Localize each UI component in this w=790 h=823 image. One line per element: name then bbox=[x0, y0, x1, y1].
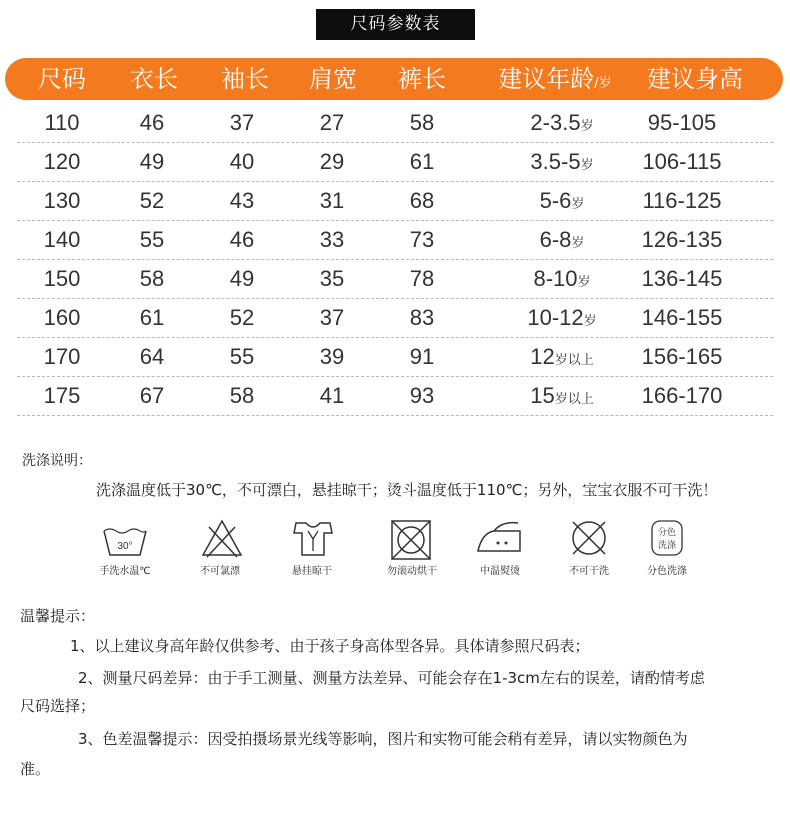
cell-age-suffix: 岁 bbox=[571, 196, 585, 211]
cell-pants: 78 bbox=[409, 266, 435, 291]
no-dry-clean-icon bbox=[564, 517, 614, 561]
no-tumble-dry-label: 勿滚动烘干 bbox=[387, 566, 437, 577]
cell-age-suffix: 岁以上 bbox=[554, 391, 594, 406]
cell-pants: 73 bbox=[409, 227, 435, 252]
tips-title: 温馨提示： bbox=[20, 607, 96, 625]
header-age-unit: /岁 bbox=[594, 76, 612, 91]
care-text: 洗涤温度低于30℃，不可漂白，悬挂晾干；烫斗温度低于110℃；另外，宝宝衣服不可干洗！ bbox=[96, 481, 718, 499]
page-title: 尺码参数表 bbox=[316, 9, 475, 40]
cell-size: 130 bbox=[43, 188, 81, 213]
tip-item-2-line2: 尺码选择； bbox=[20, 697, 96, 715]
wash-separately-badge-line1: 分色 bbox=[657, 528, 677, 538]
cell-age-value: 15 bbox=[530, 383, 555, 408]
cell-age-suffix: 岁 bbox=[577, 274, 591, 289]
cell-shoulder: 33 bbox=[319, 227, 345, 252]
header-pants: 裤长 bbox=[398, 65, 446, 93]
cell-age-suffix: 岁 bbox=[580, 118, 594, 133]
cell-size: 175 bbox=[43, 383, 81, 408]
table-row bbox=[17, 376, 773, 416]
cell-sleeve: 37 bbox=[229, 110, 255, 135]
tip-item-1: 1、以上建议身高年龄仅供参考、由于孩子身高体型各异。具体请参照尺码表； bbox=[70, 637, 590, 655]
cell-length: 46 bbox=[139, 110, 165, 135]
cell-size: 150 bbox=[43, 266, 81, 291]
wash-30-label: 手洗水温℃ bbox=[99, 566, 151, 577]
iron-medium-label: 中温熨烫 bbox=[480, 566, 520, 577]
cell-length: 64 bbox=[139, 344, 165, 369]
cell-sleeve: 46 bbox=[229, 227, 255, 252]
cell-age-suffix: 岁 bbox=[580, 157, 594, 172]
hang-dry-label: 悬挂晾干 bbox=[292, 566, 332, 577]
cell-length: 49 bbox=[139, 149, 165, 174]
cell-pants: 83 bbox=[409, 305, 435, 330]
no-tumble-dry-icon bbox=[386, 517, 436, 561]
table-row bbox=[17, 142, 773, 182]
cell-pants: 93 bbox=[409, 383, 435, 408]
cell-height: 136-145 bbox=[641, 266, 723, 291]
cell-age-value: 6-8 bbox=[539, 227, 572, 252]
wash-separately-icon bbox=[642, 517, 692, 561]
cell-age-value: 8-10 bbox=[533, 266, 578, 291]
wash-separately-badge-line2: 洗涤 bbox=[657, 541, 677, 551]
header-size: 尺码 bbox=[38, 65, 86, 93]
cell-age-value: 5-6 bbox=[539, 188, 572, 213]
cell-sleeve: 58 bbox=[229, 383, 255, 408]
cell-length: 58 bbox=[139, 266, 165, 291]
cell-pants: 91 bbox=[409, 344, 435, 369]
cell-age-suffix: 岁以上 bbox=[554, 352, 594, 367]
cell-shoulder: 41 bbox=[319, 383, 345, 408]
cell-pants: 61 bbox=[409, 149, 435, 174]
header-length: 衣长 bbox=[130, 65, 178, 93]
cell-height: 146-155 bbox=[641, 305, 723, 330]
care-title: 洗涤说明： bbox=[22, 453, 92, 469]
table-row bbox=[17, 298, 773, 338]
cell-age-value: 2-3.5 bbox=[530, 110, 581, 135]
cell-pants: 58 bbox=[409, 110, 435, 135]
cell-size: 140 bbox=[43, 227, 81, 252]
tip-item-3-line2: 准。 bbox=[20, 760, 51, 778]
table-row bbox=[17, 220, 773, 260]
cell-height: 116-125 bbox=[642, 188, 722, 213]
cell-age-value: 10-12 bbox=[527, 305, 584, 330]
cell-size: 160 bbox=[43, 305, 81, 330]
cell-size: 110 bbox=[44, 110, 80, 135]
table-row bbox=[17, 181, 773, 221]
no-dry-clean-label: 不可干洗 bbox=[569, 566, 609, 577]
cell-shoulder: 29 bbox=[319, 149, 345, 174]
cell-height: 156-165 bbox=[641, 344, 723, 369]
header-sleeve: 袖长 bbox=[221, 65, 269, 93]
cell-sleeve: 52 bbox=[229, 305, 255, 330]
table-header bbox=[5, 58, 783, 100]
cell-size: 120 bbox=[43, 149, 81, 174]
cell-height: 106-115 bbox=[642, 149, 722, 174]
cell-age-value: 3.5-5 bbox=[530, 149, 581, 174]
cell-age-suffix: 岁 bbox=[571, 235, 585, 250]
cell-length: 67 bbox=[139, 383, 165, 408]
iron-medium-icon bbox=[474, 517, 524, 561]
hang-dry-icon bbox=[288, 517, 338, 561]
cell-sleeve: 55 bbox=[229, 344, 255, 369]
header-height: 建议身高 bbox=[647, 65, 743, 93]
cell-shoulder: 37 bbox=[319, 305, 345, 330]
no-bleach-label: 不可氯漂 bbox=[200, 566, 240, 577]
table-row bbox=[17, 259, 773, 299]
cell-shoulder: 39 bbox=[319, 344, 345, 369]
tip-item-2-line1: 2、测量尺码差异：由于手工测量、测量方法差异、可能会存在1-3cm左右的误差，请酌情考虑 bbox=[78, 669, 705, 687]
cell-height: 95-105 bbox=[647, 110, 717, 135]
cell-sleeve: 43 bbox=[229, 188, 255, 213]
cell-sleeve: 49 bbox=[229, 266, 255, 291]
cell-sleeve: 40 bbox=[229, 149, 255, 174]
wash-30-icon bbox=[100, 517, 150, 561]
cell-age-value: 12 bbox=[530, 344, 555, 369]
cell-length: 61 bbox=[139, 305, 165, 330]
no-bleach-icon bbox=[197, 517, 247, 561]
wash-temp-badge: 30° bbox=[117, 541, 133, 552]
table-row bbox=[17, 103, 773, 143]
cell-age-suffix: 岁 bbox=[583, 313, 597, 328]
header-age bbox=[475, 58, 635, 100]
cell-pants: 68 bbox=[409, 188, 435, 213]
cell-length: 55 bbox=[139, 227, 165, 252]
cell-shoulder: 31 bbox=[319, 188, 345, 213]
cell-height: 166-170 bbox=[641, 383, 723, 408]
header-shoulder: 肩宽 bbox=[309, 65, 357, 93]
cell-shoulder: 27 bbox=[319, 110, 345, 135]
table-row bbox=[17, 337, 773, 377]
cell-height: 126-135 bbox=[641, 227, 723, 252]
tip-item-3-line1: 3、色差温馨提示：因受拍摄场景光线等影响，图片和实物可能会稍有差异，请以实物颜色为 bbox=[78, 730, 688, 748]
wash-separately-label: 分色洗涤 bbox=[647, 566, 687, 577]
cell-size: 170 bbox=[43, 344, 81, 369]
cell-length: 52 bbox=[139, 188, 165, 213]
cell-shoulder: 35 bbox=[319, 266, 345, 291]
header-age-label: 建议年龄 bbox=[498, 65, 595, 93]
